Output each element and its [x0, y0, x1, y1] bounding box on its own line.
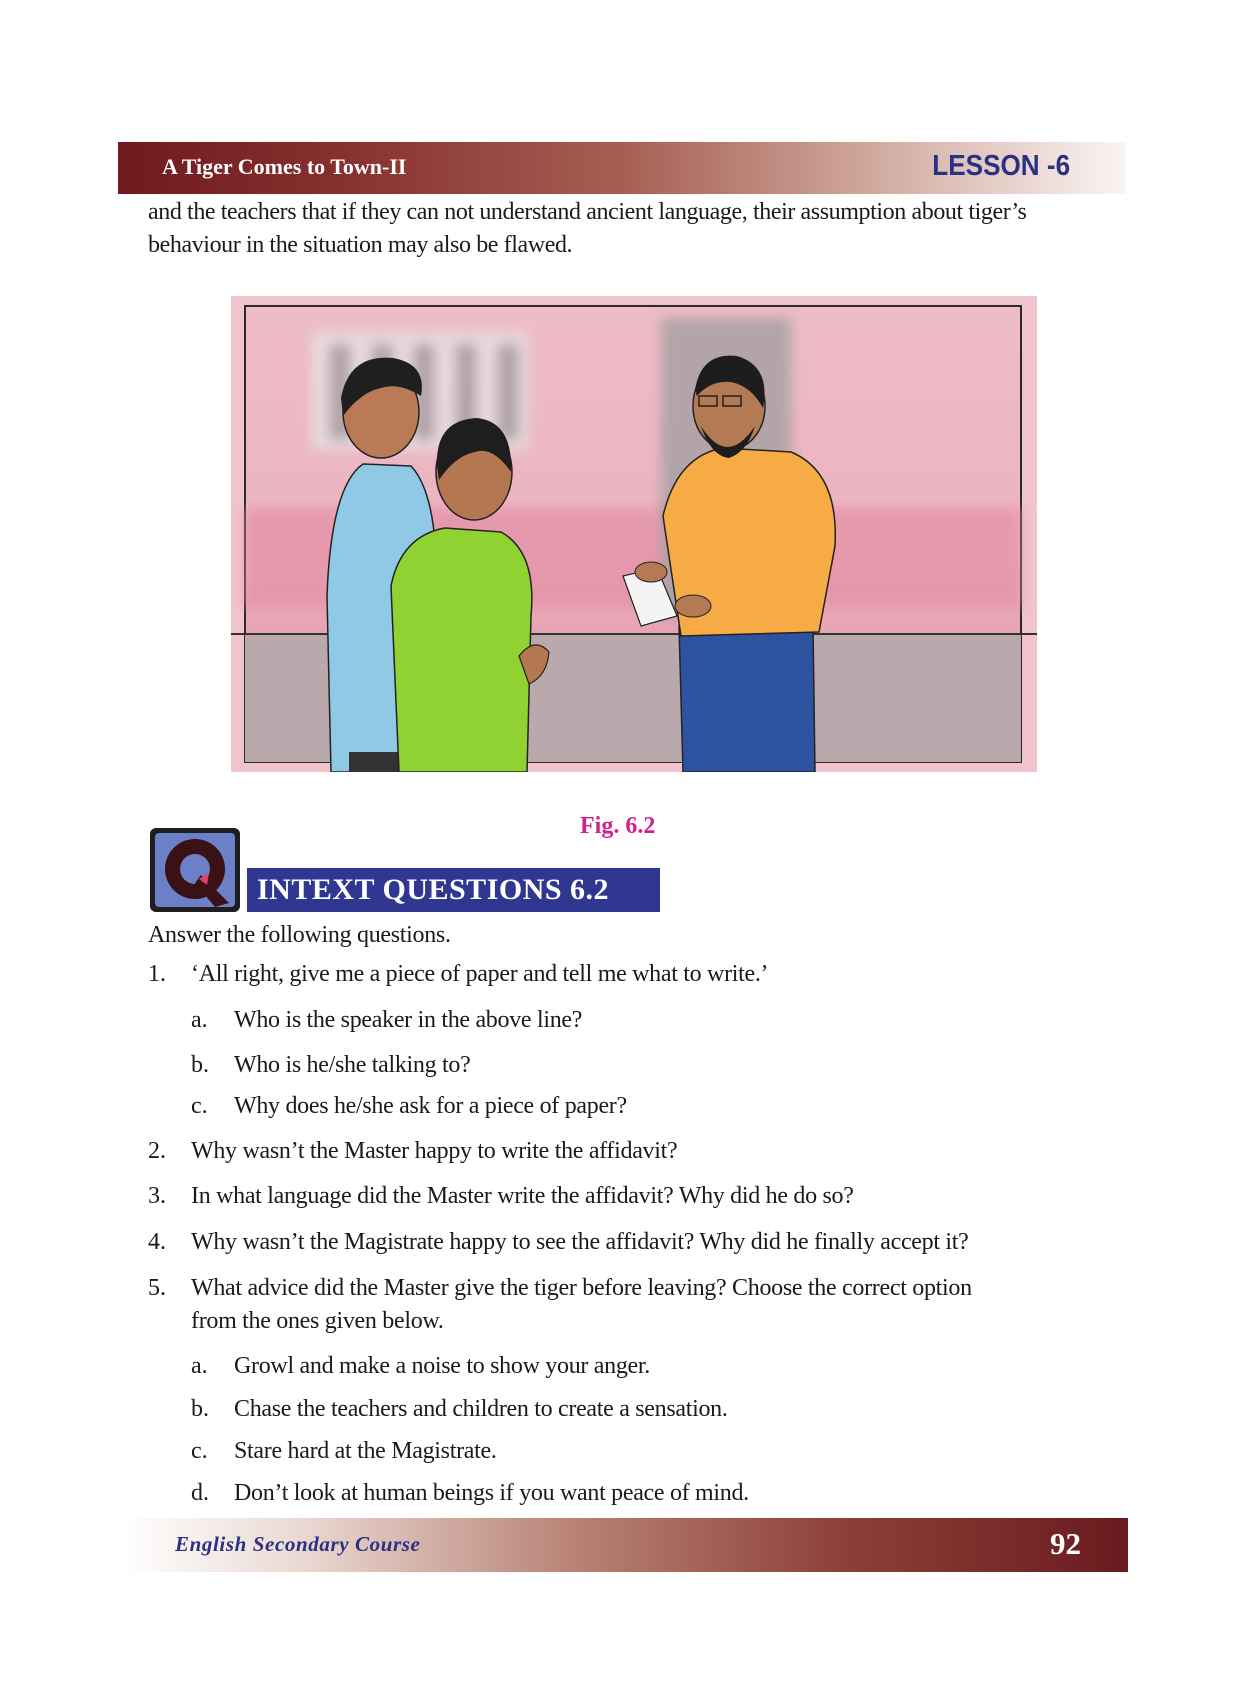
option-letter: d. — [191, 1480, 209, 1506]
question-icon-letter: Q — [194, 875, 196, 876]
header-bar — [118, 142, 1126, 194]
instruction-text: Answer the following questions. — [148, 922, 451, 948]
intext-questions-banner — [247, 868, 660, 912]
course-name: English Secondary Course — [175, 1532, 421, 1556]
option-letter: a. — [191, 1353, 208, 1379]
question-text-continued: from the ones given below. — [191, 1308, 444, 1334]
subquestion-letter: c. — [191, 1093, 208, 1119]
question-text: Why wasn’t the Magistrate happy to see the affidavit? Why did he finally accept it? — [191, 1229, 969, 1255]
subquestion-text: Who is the speaker in the above line? — [234, 1007, 583, 1033]
question-number: 3. — [148, 1183, 166, 1209]
question-section-icon — [149, 827, 241, 913]
figure-illustration — [231, 296, 1037, 772]
page-number: 92 — [1050, 1526, 1081, 1561]
option-letter: b. — [191, 1396, 209, 1422]
question-number: 2. — [148, 1138, 166, 1164]
subquestion-text: Who is he/she talking to? — [234, 1052, 471, 1078]
option-text: Don’t look at human beings if you want peace of mind. — [234, 1480, 749, 1506]
question-text: ‘All right, give me a piece of paper and tell me what to write.’ — [191, 961, 769, 987]
subquestion-text: Why does he/she ask for a piece of paper? — [234, 1093, 627, 1119]
option-text: Stare hard at the Magistrate. — [234, 1438, 497, 1464]
question-number: 4. — [148, 1229, 166, 1255]
section-title: INTEXT QUESTIONS 6.2 — [257, 873, 610, 906]
subquestion-letter: a. — [191, 1007, 208, 1033]
subquestion-letter: b. — [191, 1052, 209, 1078]
illustration-scene — [231, 296, 1037, 772]
option-text: Growl and make a noise to show your anger. — [234, 1353, 650, 1379]
question-number: 1. — [148, 961, 166, 987]
question-text: What advice did the Master give the tiger before leaving? Choose the correct option — [191, 1275, 972, 1301]
footer-bar — [122, 1518, 1128, 1572]
option-letter: c. — [191, 1438, 208, 1464]
question-number: 5. — [148, 1275, 166, 1301]
lesson-label: LESSON -6 — [932, 150, 1070, 182]
chapter-title: A Tiger Comes to Town-II — [162, 154, 407, 179]
option-text: Chase the teachers and children to create a sensation. — [234, 1396, 728, 1422]
figure-caption: Fig. 6.2 — [580, 813, 656, 839]
question-text: In what language did the Master write the affidavit? Why did he do so? — [191, 1183, 854, 1209]
question-text: Why wasn’t the Master happy to write the affidavit? — [191, 1138, 678, 1164]
intro-paragraph: and the teachers that if they can not understand ancient language, their assumption about tiger’s behaviour in the situation may also be flawed. — [148, 199, 1027, 258]
